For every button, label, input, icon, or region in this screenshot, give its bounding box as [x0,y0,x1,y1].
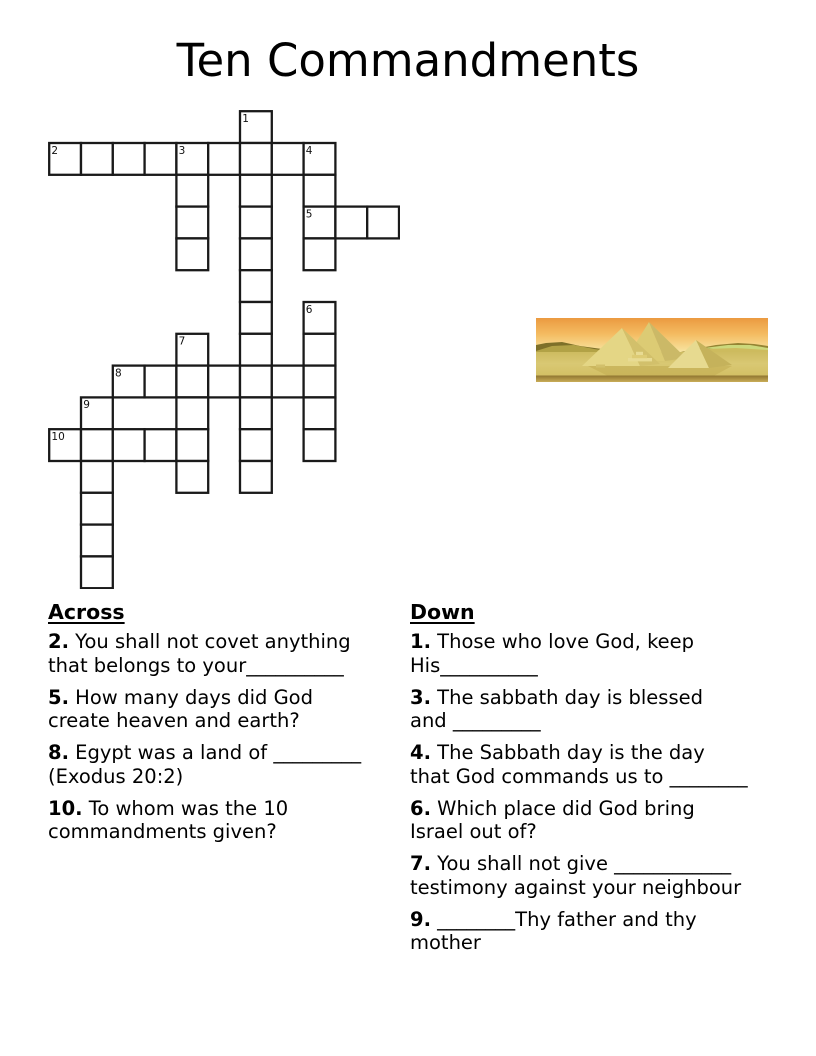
grid-cell [304,366,336,398]
down-clues-section [410,600,785,963]
grid-cell [240,461,272,493]
grid-cell-number: 2 [51,144,59,157]
grid-cell [176,461,208,493]
clue-6: 6. Which place did God bring Israel out of? [410,796,695,843]
grid-cell [304,397,336,429]
grid-cell [208,143,240,175]
clue-10: 10. To whom was the 10 commandments given? [48,796,289,843]
grid-cell [240,366,272,398]
clue-number: 1. [410,630,431,653]
clue-4: 4. The Sabbath day is the day that God commands us to ________ [410,741,748,788]
grid-cell [176,207,208,239]
clue-number: 10. [48,796,83,820]
grid-cell [304,175,336,207]
across-clue-list [48,630,406,844]
clue-number: 6. [410,796,431,820]
clue-2: 2. You shall not covet anything that belongs to your__________ [48,630,351,677]
clue-8: 8. Egypt was a land of _________ (Exodus 20:2) [48,741,362,788]
page-title: Ten Commandments [176,34,640,87]
grid-cell [240,334,272,366]
grid-cell [272,366,304,398]
clue-number: 7. [410,852,431,875]
clue-7: 7. You shall not give ____________ testimony against your neighbour [410,852,742,899]
grid-cell [176,397,208,429]
grid-cell [81,493,113,525]
clue-5: 5. How many days did God create heaven and earth? [48,685,313,732]
grid-cell [113,429,145,461]
clue-3: 3. The sabbath day is blessed and _________ [410,685,703,732]
grid-cell-number: 3 [178,144,186,157]
grid-cell [145,366,177,398]
grid-cell [240,238,272,270]
grid-cell [208,366,240,398]
grid-cell-number: 7 [178,335,186,348]
grid-cell [367,207,399,239]
pyramids-illustration-svg [536,318,768,382]
grid-cell [240,175,272,207]
grid-cell [113,143,145,175]
clue-number: 4. [410,741,431,764]
grid-cell-number: 1 [242,113,249,125]
grid-cell [304,429,336,461]
clue-number: 3. [410,685,431,709]
clue-number: 9. [410,907,431,931]
grid-cell-number: 5 [305,208,313,221]
grid-cell [240,429,272,461]
grid-cell [145,429,177,461]
clue-1: 1. Those who love God, keep His__________ [410,630,695,677]
grid-cell [240,270,272,302]
grid-cell [81,525,113,557]
grid-cell [176,366,208,398]
bottom-band [536,376,768,383]
grid-cell [81,461,113,493]
down-clue-list [410,630,785,955]
grid-cell [176,429,208,461]
across-heading: Across [48,600,125,624]
clue-number: 8. [48,741,69,764]
grid-cell [272,143,304,175]
grid-cell-number: 6 [305,303,313,316]
grid-cell-number: 9 [83,399,90,412]
clue-9: 9. ________Thy father and thy mother [410,907,697,954]
grid-cell-number: 4 [305,144,313,157]
grid-cell [304,238,336,270]
grid-cell [335,207,367,239]
clue-number: 5. [48,685,69,709]
down-heading: Down [410,600,475,624]
grid-cell [240,207,272,239]
across-clues-section [48,600,406,852]
grid-cell [81,556,113,588]
grid-cell [81,429,113,461]
grid-cell-number: 8 [115,367,122,380]
clue-number: 2. [48,630,69,653]
grid-cell [81,143,113,175]
grid-cell [145,143,177,175]
crossword-grid-section [48,110,400,589]
grid-cell [240,302,272,334]
grid-cell-number: 10 [51,431,65,443]
grid-cell [240,397,272,429]
grid-cell [304,334,336,366]
crossword-grid [48,110,400,589]
grid-cell [176,238,208,270]
pyramids-image [536,318,768,382]
grid-cell [240,143,272,175]
grid-cell [176,175,208,207]
